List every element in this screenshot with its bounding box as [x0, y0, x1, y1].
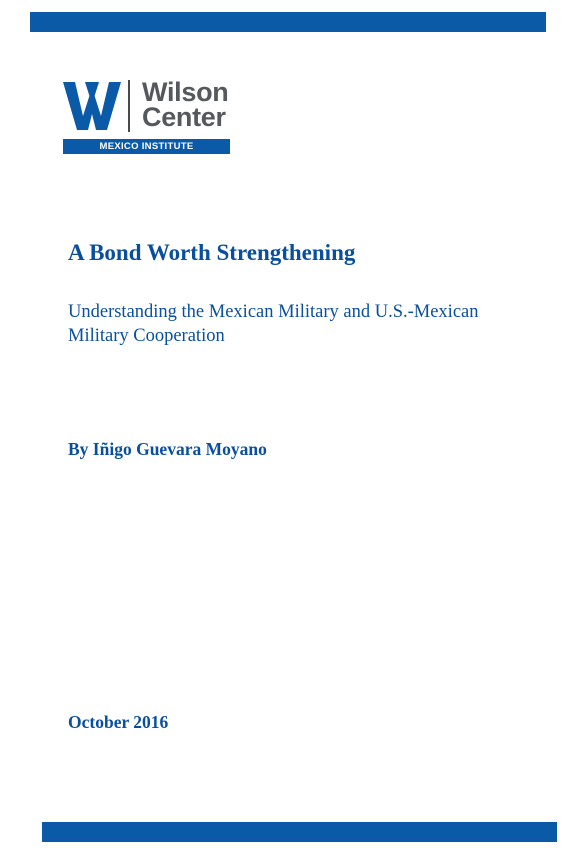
logo-name-line2: Center	[142, 102, 226, 132]
document-date: October 2016	[68, 712, 169, 732]
bottom-decorative-bar	[42, 822, 557, 842]
logo-institute-band: MEXICO INSTITUTE	[63, 139, 230, 154]
logo-name-line1: Wilson	[142, 77, 229, 107]
logo-wordmark	[142, 77, 229, 132]
wilson-w-icon	[63, 82, 121, 130]
document-subtitle: Understanding the Mexican Military and U.S.-Mexican Military Cooperation	[68, 302, 479, 346]
wilson-center-logo	[63, 77, 231, 155]
document-title: A Bond Worth Strengthening	[68, 240, 356, 265]
logo-divider	[128, 80, 130, 132]
top-decorative-bar	[30, 12, 546, 32]
document-author: By Iñigo Guevara Moyano	[68, 439, 267, 459]
